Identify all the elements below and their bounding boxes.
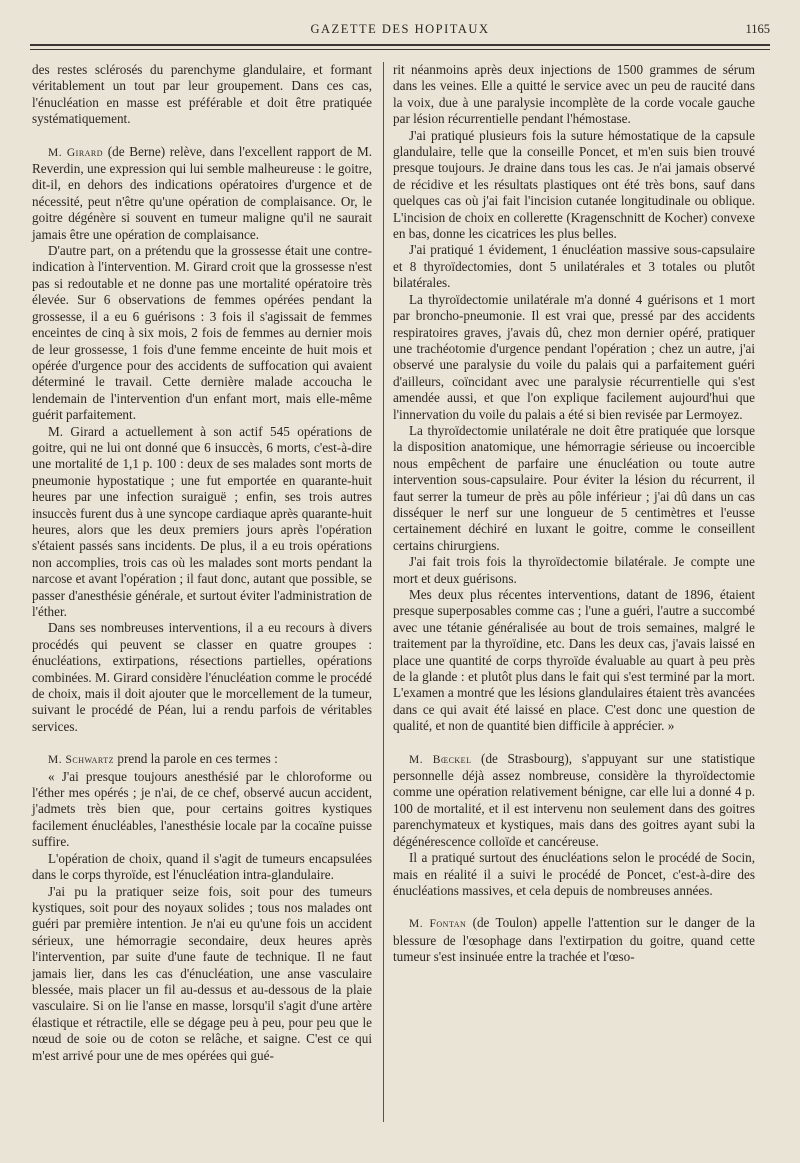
paragraph-text: (de Strasbourg), s'appuyant sur une statistique personnelle déjà assez nombreuse, considère la thyroïdectomie comme une opération relativement bénigne, car elle lui a donné 4 p. 100 de mortalité, et il est intervenu non seulement dans des goitres parenchymateux et kystiques, mais dans des goitres ayant subi la dégénérescence colloïde et cancéreuse. <box>393 750 755 849</box>
paragraph: rit néanmoins après deux injections de 1500 grammes de sérum dans les veines. Elle a quitté le service avec un peu de raucité dans la voix, due à une paralysie incomplète de la corde vocale gauche par lésion récurrentielle pendant l'hémostase. <box>393 62 755 127</box>
speaker-name: M. Bœckel <box>409 753 472 766</box>
left-column <box>32 62 372 1064</box>
paragraph <box>393 915 755 965</box>
paragraph-text: (de Berne) relève, dans l'excellent rapport de M. Reverdin, une expression qui lui semble malheureuse : le goitre, dit-il, en dehors des indications opératoires d'urgence et de nécessité, peut n'être qu'une opération de complaisance. Or, le goitre dégénère si souvent en tumeur maligne qu'il ne saurait jamais être une opération de complaisance. <box>32 143 372 242</box>
page-header <box>30 22 770 42</box>
paragraph-text: prend la parole en ces termes : <box>114 751 278 767</box>
paragraph <box>32 144 372 243</box>
paragraph <box>32 751 372 768</box>
speaker-name: M. Girard <box>48 146 104 159</box>
paragraph-text: (de Toulon) appelle l'attention sur le danger de la blessure de l'œsophage dans l'extirpation du goitre, quand cette tumeur s'est insinuée entre la trachée et l'œso- <box>393 915 755 965</box>
paragraph: M. Girard a actuellement à son actif 545 opérations de goitre, qui ne lui ont donné que 6 insuccès, 6 morts, c'est-à-dire une mortalité de 1,1 p. 100 : deux de ses malades sont morts de pneumonie hypostatique ; une fut emportée en quarante-huit heures par une infection suraiguë ; enfin, ses trois autres insuccès furent dus à une syncope cardiaque après quarante-huit heures, alors que les deux premiers jours après l'opération s'étaient passés sans incidents. De plus, il a eu trois opérations non accomplies, trois cas où les malades sont morts pendant la narcose et avant l'opération ; il faut donc, autant que possible, se passer d'anesthésie générale, et surtout éviter l'administration de l'éther. <box>32 423 372 619</box>
journal-title: GAZETTE DES HOPITAUX <box>310 22 490 36</box>
paragraph: La thyroïdectomie unilatérale m'a donné 4 guérisons et 1 mort par broncho-pneumonie. Il est vrai que, pressé par des accidents respiratoires graves, j'avais dû, chez mon dernier opéré, pratiquer une trachéotomie d'urgence pendant l'opération ; chez un autre, j'ai observé une paralysie du voile du palais qui a parfaitement guéri d'ailleurs, coïncidant avec une paralysie récurrentielle qui s'est amendée aussi, et que l'on explique facilement aujourd'hui que l'innervation du voile du palais a été si bien revisée par Lermoyez. <box>393 291 755 422</box>
header-rule-thick <box>30 44 770 46</box>
paragraph: D'autre part, on a prétendu que la grossesse était une contre-indication à l'intervention. M. Girard croit que la grossesse n'est pas si redoutable et ne donne pas une mortalité opératoire très élevée. Sur 6 observations de femmes opérées pendant la grossesse, il a eu 6 guérisons : 3 fois il s'agissait de femmes enceintes de cinq à six mois, 2 fois de femmes au dernier mois de leur grossesse, 1 fois d'une femme enceinte de huit mois et opérée d'urgence pour des accidents de suffocation qui avaient déterminé le travail. Cette dernière malade accoucha le lendemain de l'intervention d'un enfant mort, mais elle-même guérit parfaitement. <box>32 243 372 423</box>
right-column <box>393 62 755 966</box>
speaker-name: M. Schwartz <box>48 754 115 767</box>
paragraph: Il a pratiqué surtout des énucléations selon le procédé de Socin, mais en réalité il a suivi le procédé de Poncet, c'est-à-dire des énucléations massives, et cela depuis de nombreuses années. <box>393 850 755 898</box>
paragraph <box>393 751 755 850</box>
paragraph: Mes deux plus récentes interventions, datant de 1896, étaient presque superposables comme cas ; l'une a guéri, l'autre a succombé avec une tétanie généralisée au bout de trois semaines, malgré le traitement par la thyroïdine, etc. Dans les deux cas, j'avais laissé en place une quantité de corps thyroïde évaluable au quart à peu près de la glande : et plutôt plus dans le fait qui s'est terminé par la mort. L'examen a montré que les lésions glandulaires étaient très avancées dans ce qui avait été laissé en place. C'est donc une question de qualité, et non de quantité bien difficile à apprécier. » <box>393 587 755 734</box>
column-divider <box>383 62 384 1122</box>
page-number: 1165 <box>745 22 770 36</box>
paragraph: L'opération de choix, quand il s'agit de tumeurs encapsulées dans le corps thyroïde, est l'énucléation intra-glandulaire. <box>32 850 372 883</box>
paragraph: « J'ai presque toujours anesthésié par le chloroforme ou l'éther mes opérés ; je n'ai, de ce chef, observé aucun accident, j'admets très bien que, pour certains goitres kystiques facilement énucléables, l'anesthésie locale par la cocaïne puisse suffire. <box>32 768 372 850</box>
paragraph: des restes sclérosés du parenchyme glandulaire, et formant véritablement un tout par leur groupement. Dans ces cas, l'énucléation en masse est préférable et doit être pratiquée systématiquement. <box>32 62 372 127</box>
paragraph: La thyroïdectomie unilatérale ne doit être pratiquée que lorsque la disposition anatomique, une hémorragie sérieuse ou incoercible nous empêchent de parfaire une énucléation ou toute autre intervention sous-capsulaire. Pour éviter la lésion du récurrent, il faut serrer la tumeur de près au pôle inférieur ; j'ai dû dans un cas disséquer le nerf sur une longueur de 5 centimètres et l'eusse certainement déchiré en luxant le goitre, comme le conseillent certains chirurgiens. <box>393 422 755 553</box>
paragraph: J'ai pratiqué 1 évidement, 1 énucléation massive sous-capsulaire et 8 thyroïdectomies, dont 5 unilatérales et 3 totales ou plutôt bilatérales. <box>393 242 755 291</box>
paragraph: J'ai pratiqué plusieurs fois la suture hémostatique de la capsule glandulaire, telle que la conseille Poncet, et m'en suis bien trouvé presque toujours. Je draine dans tous les cas. Je n'ai jamais observé de récidive et les résultats plastiques ont été très bons, sauf dans quelques cas où j'ai fait l'incision cutanée longitudinale ou oblique. L'incision de choix en collerette (Kragenschnitt de Kocher) convexe en bas, donne les cicatrices les plus belles. <box>393 127 755 242</box>
header-rule-thin <box>30 49 770 50</box>
paragraph: J'ai fait trois fois la thyroïdectomie bilatérale. Je compte une mort et deux guérisons. <box>393 554 755 586</box>
paragraph: Dans ses nombreuses interventions, il a eu recours à divers procédés qui peuvent se classer en quatre groupes : énucléations, extirpations, résections partielles, opérations combinées. M. Girard considère l'énucléation comme le procédé de choix, mais il doit ajouter que le morcellement de la tumeur, suivant le procédé de Péan, lui a rendu parfois de véritables services. <box>32 620 372 734</box>
paragraph: J'ai pu la pratiquer seize fois, soit pour des tumeurs kystiques, soit pour des noyaux solides ; tous nos malades ont guéri par première intention. Je n'ai eu qu'une fois un accident sérieux, une hémorragie secondaire, deux heures après l'intervention, par suite d'une faute de technique. Il ne faut jamais lier, dans les cas d'énucléation, une anse vasculaire blessée, mais placer un fil au-dessus et au-dessous de la plaie vasculaire. Si on lie l'anse en masse, lorsqu'il s'agit d'une artère élastique et rétractile, elle se dégage peu à peu, pour peu que le nœud de soie ou de coton se relâche, et saigne. C'est ce qui m'est arrivé pour une de mes opérées qui gué- <box>32 883 372 1063</box>
speaker-name: M. Fontan <box>409 918 467 931</box>
